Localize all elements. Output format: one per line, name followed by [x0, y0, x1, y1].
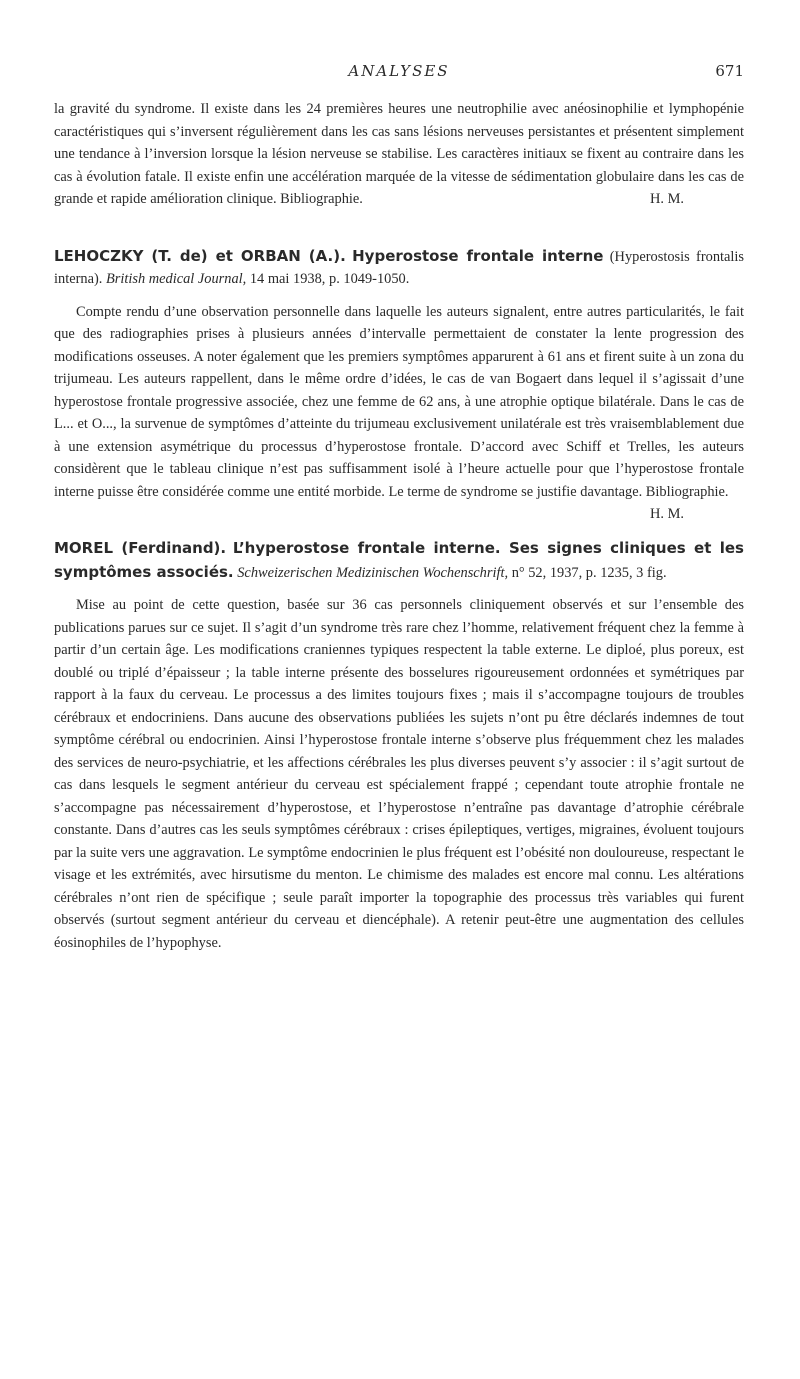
- entry-title: L’hyperostose frontale interne. Ses signes cliniques et les symptômes associés.: [54, 539, 744, 581]
- entry-body: [54, 301, 744, 522]
- running-head: [54, 62, 744, 86]
- entry-signature: H. M.: [650, 506, 684, 522]
- review-entry-lehoczky: [54, 245, 744, 522]
- entry-citation: 14 mai 1938, p. 1049-1050.: [249, 271, 410, 287]
- entry-heading: [54, 537, 744, 584]
- intro-paragraph: [54, 98, 744, 211]
- intro-signature: H. M.: [650, 191, 684, 207]
- entry-heading: [54, 245, 744, 291]
- article-body: [54, 98, 744, 954]
- running-title: ANALYSES: [348, 62, 450, 80]
- review-entry-morel: [54, 537, 744, 954]
- entry-citation: n° 52, 1937, p. 1235, 3 fig.: [511, 564, 667, 581]
- intro-text: la gravité du syndrome. Il existe dans les 24 premières heures une neutrophilie avec anéosinophilie et lymphopénie caractéristiques qui s’inversent régulièrement dans les cas sans lésions nerveuses persistantes et présentent simplement une tendance à l’inversion lorsque la lésion nerveuse se stabilise. Les caractères initiaux se fixent au contraire dans les cas à évolution fatale. Il existe enfin une accélération marquée de la vitesse de sédimentation globulaire dans les cas de grande et rapide amélioration clinique. Bibliographie.: [54, 101, 744, 207]
- entry-journal: Schweizerischen Medizinischen Wochenschrift,: [237, 564, 509, 581]
- entry-body: [54, 594, 744, 954]
- entry-body-text: Mise au point de cette question, basée sur 36 cas personnels cliniquement observés et sur l’ensemble des publications parues sur ce sujet. Il s’agit d’un syndrome très rare chez l’homme, relativement fréquent chez la femme à partir d’un certain âge. Les modifications craniennes typiques respectent la table externe. Le diploé, plus poreux, est doublé ou triplé d’épaisseur ; la table interne présente des bosselures rigoureusement ordonnées et symétriques par rapport à la faux du cerveau. Le processus a des limites toujours fixes ; mais il s’accompagne toujours de troubles cérébraux et endocriniens. Dans aucune des observations publiées les sujets n’ont pu être déclarés indemnes de tout symptôme cérébral ou endocrinien. Ainsi l’hyperostose frontale interne s’observe plus fréquemment chez les malades des services de neuro-psychiatrie, et les affections cérébrales les plus diverses peuvent s’y associer : il s’agit surtout de cas dans lesquels le segment antérieur du cerveau est spécialement frappé ; cependant toute atrophie frontale ne s’accompagne pas nécessairement d’hyperostose, et l’hyperostose n’entraîne pas davantage d’atrophie cérébrale constante. Dans d’autres cas les seuls symptômes cérébraux : crises épileptiques, vertiges, migraines, évoluent toujours par la suite vers une aggravation. Le symptôme endocrinien le plus fréquent est l’obésité non douloureuse, respectant le visage et les extrémités, avec hirsutisme du menton. Le chimisme des malades est encore mal connu. Les altérations cérébrales n’ont rien de spécifique ; seule paraît importer la topographie des processus très variables qui furent observés (surtout segment antérieur du cerveau et diencéphale). A retenir peut-être une augmentation des cellules éosinophiles de l’hypophyse.: [54, 597, 744, 951]
- page-number: 671: [715, 62, 744, 80]
- entry-subtitle: (Hyperostosis frontalis interna).: [54, 248, 744, 287]
- entry-authors: LEHOCZKY (T. de) et ORBAN (A.).: [54, 246, 346, 265]
- entry-journal: British medical Journal,: [105, 271, 247, 287]
- entry-title: Hyperostose frontale interne: [352, 246, 604, 265]
- entry-body-text: Compte rendu d’une observation personnelle dans laquelle les auteurs signalent, entre autres particularités, le fait que des radiographies prises à plusieurs années d’intervalle permettaient de constater la lente progression des modifications osseuses. A noter également que les premiers symptômes apparurent à 61 ans et firent suite à un zona du trijumeau. Les auteurs rappellent, dans le même ordre d’idées, le cas de van Bogaert dans lequel il s’agissait d’une hyperostose frontale progressive associée, chez une femme de 62 ans, à une atrophie optique bilatérale. Dans le cas de L... et O..., la survenue de symptômes d’atteinte du trijumeau exclusivement unilatérale est très vraisemblablement due à une extension asymétrique du processus d’hyperostose frontale. D’accord avec Schiff et Trelles, les auteurs considèrent que le tableau clinique n’est pas suffisamment isolé à l’heure actuelle pour que l’hyperostose frontale interne puisse être considérée comme une entité morbide. Le terme de syndrome se justifie davantage. Bibliographie.: [54, 303, 744, 500]
- entry-authors: MOREL (Ferdinand).: [54, 539, 227, 557]
